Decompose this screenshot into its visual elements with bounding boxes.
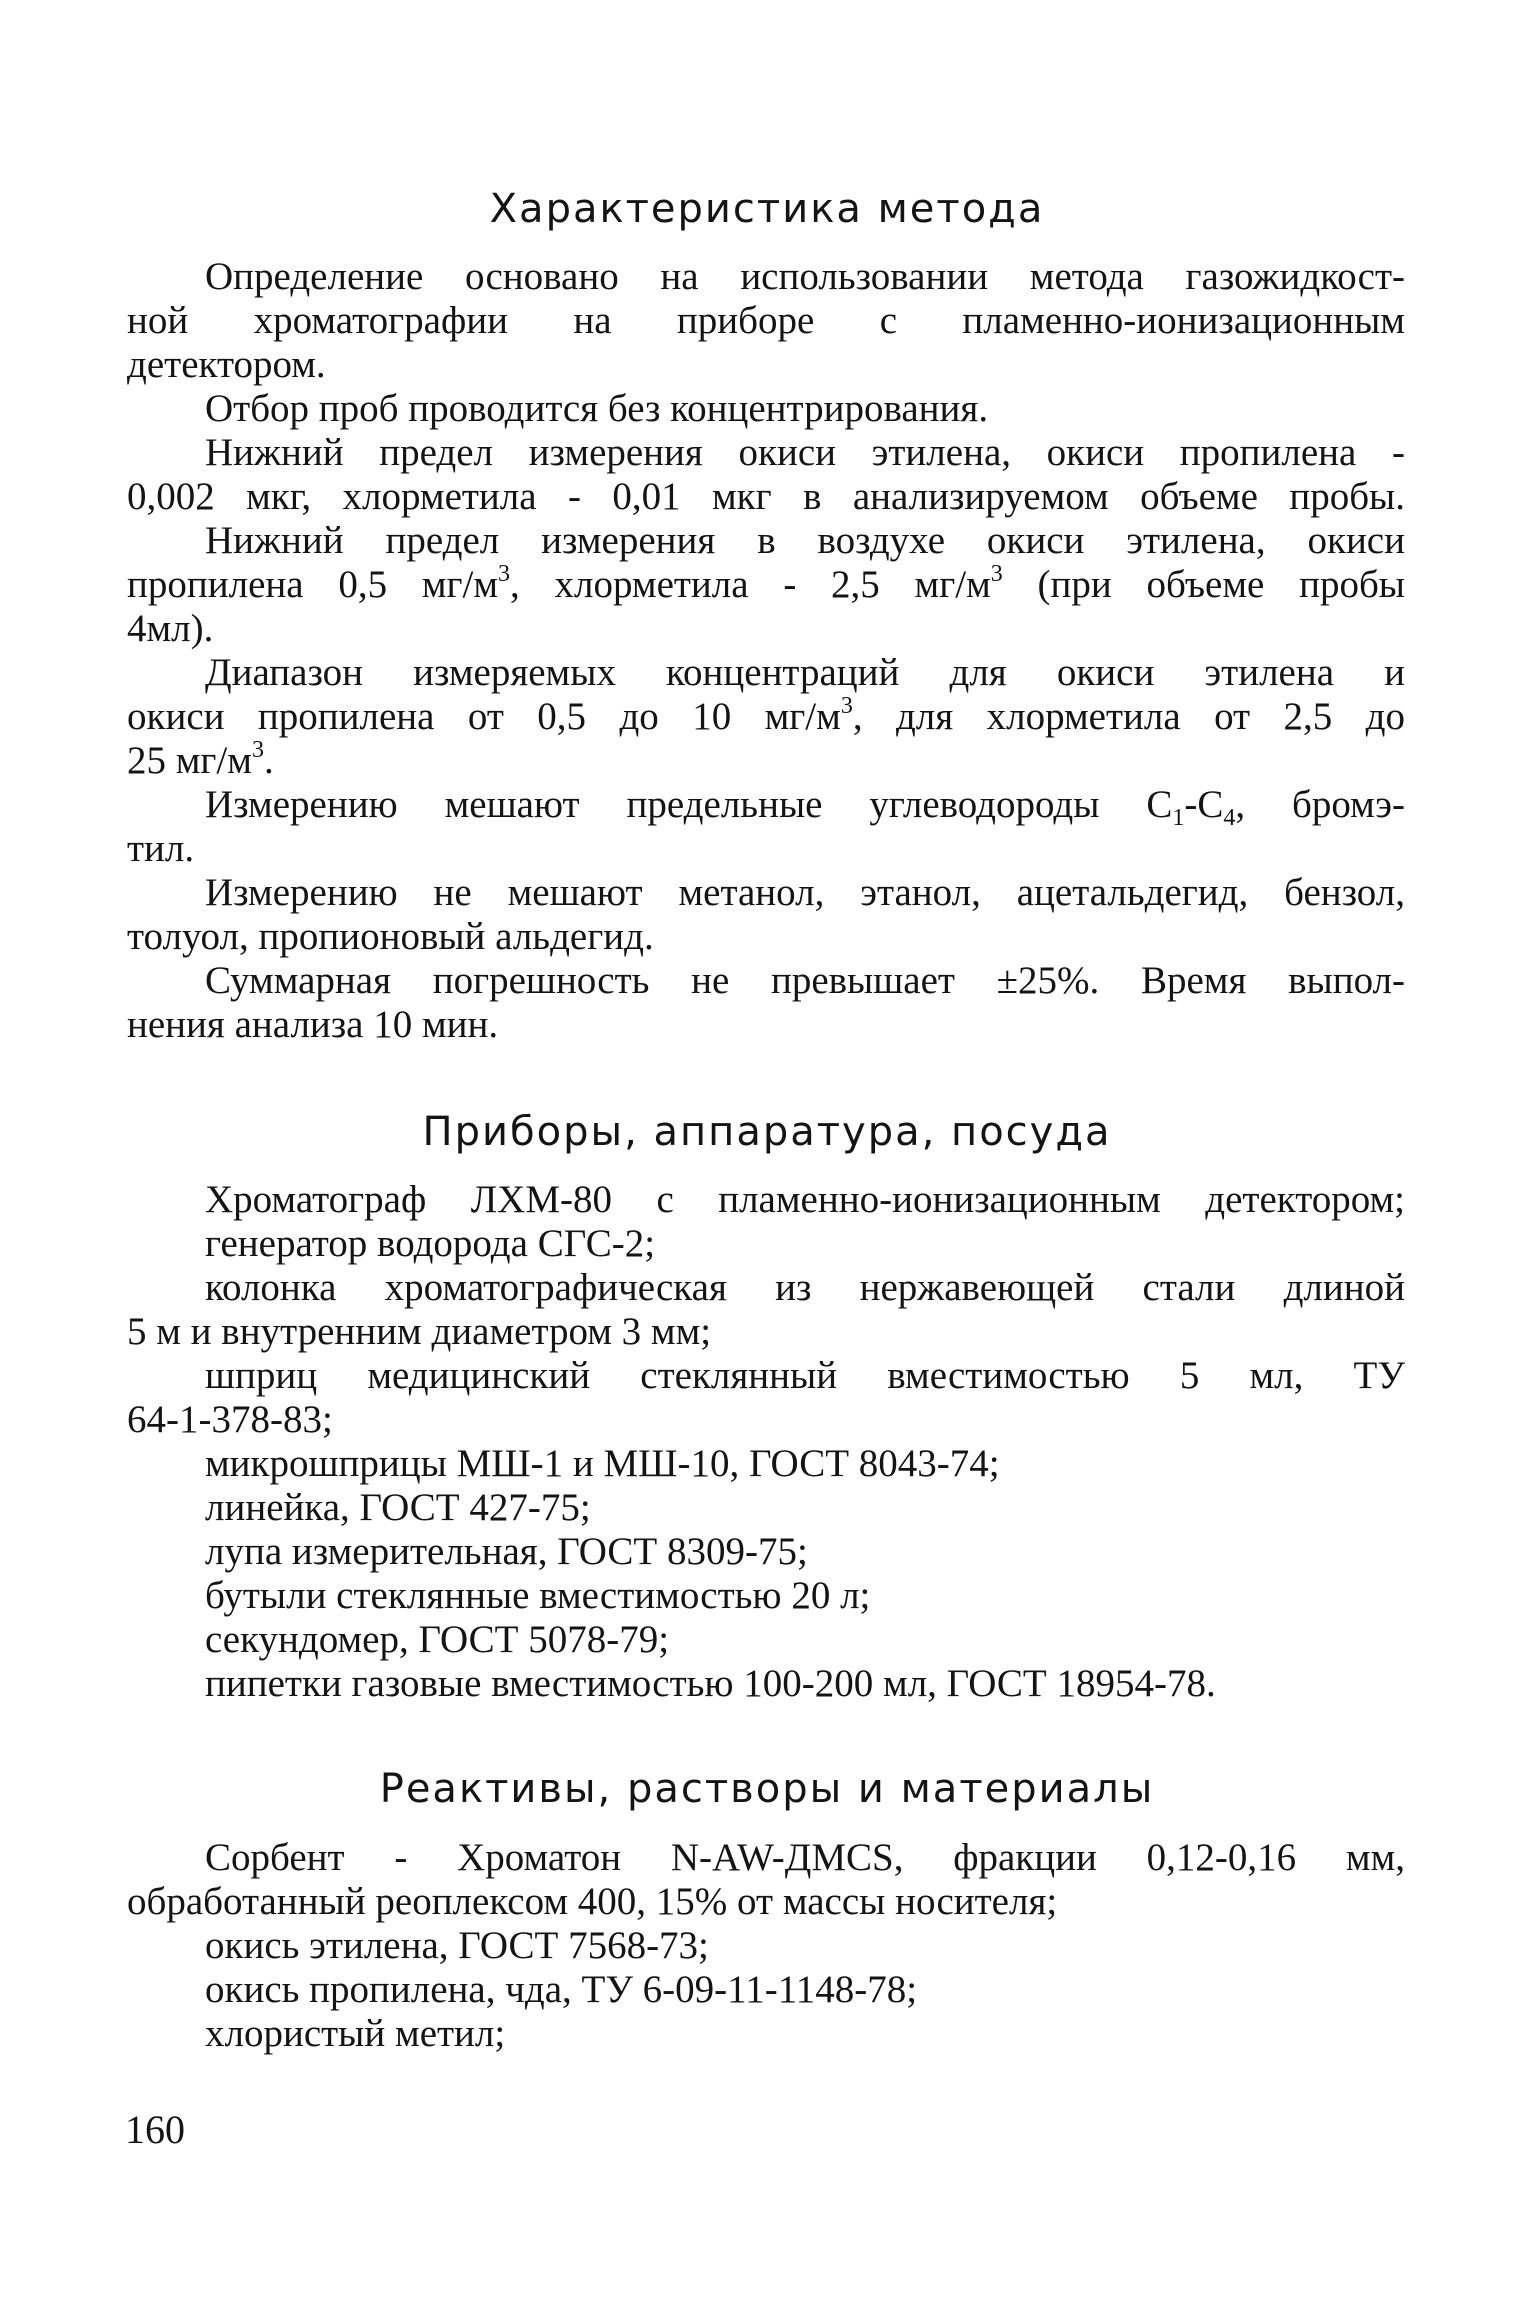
method-p7-line1: Измерению не мешают метанол, этанол, ацетальдегид, бензол, — [205, 871, 1405, 914]
cube-superscript: 3 — [251, 737, 264, 763]
method-p2-line1: Отбор проб проводится без концентрирования. — [205, 387, 989, 430]
equipment-line-4: 5 м и внутренним диаметром 3 мм; — [127, 1310, 712, 1353]
equipment-line-2: генератор водорода СГС-2; — [205, 1222, 656, 1265]
equipment-line-5: шприц медицинский стеклянный вместимостью 5 мл, ТУ — [205, 1354, 1405, 1397]
section-title-reagents: Реактивы, растворы и материалы — [379, 1766, 1155, 1812]
method-p6-line1-part-b: -С — [1184, 783, 1224, 826]
method-p4-line1: Нижний предел измерения в воздухе окиси этилена, окиси — [205, 519, 1405, 562]
method-p1-line3: детектором. — [127, 343, 326, 386]
method-p6-line1-part-c: , бромэ- — [1235, 783, 1405, 826]
reagents-line-5: хлористый метил; — [205, 2012, 506, 2055]
method-p3-line2: 0,002 мкг, хлорметила - 0,01 мкг в анализируемом объеме пробы. — [127, 475, 1405, 518]
method-p3-line1: Нижний предел измерения окиси этилена, окиси пропилена - — [205, 431, 1405, 474]
method-p1-line1: Определение основано на использовании метода газожидкост- — [205, 255, 1405, 298]
method-p1-line2: ной хроматографии на приборе с пламенно-ионизационным — [127, 299, 1405, 342]
cube-superscript: 3 — [840, 693, 853, 719]
method-p6-line1 — [205, 783, 1405, 831]
method-p4-line2-part-a: пропилена 0,5 мг/м — [127, 563, 499, 606]
method-p4-line2-part-b: , хлорметила - 2,5 мг/м — [510, 563, 991, 606]
equipment-line-11: секундомер, ГОСТ 5078-79; — [205, 1618, 670, 1661]
c1-subscript: 1 — [1172, 805, 1185, 831]
method-p5-line2-part-a: окиси пропилена от 0,5 до 10 мг/м — [127, 695, 841, 738]
reagents-line-3: окись этилена, ГОСТ 7568-73; — [205, 1924, 709, 1967]
equipment-line-9: лупа измерительная, ГОСТ 8309-75; — [205, 1530, 808, 1573]
equipment-line-1: Хроматограф ЛХМ-80 с пламенно-ионизационным детектором; — [205, 1178, 1405, 1221]
method-p8-line2: нения анализа 10 мин. — [127, 1003, 499, 1046]
reagents-line-2: обработанный реоплексом 400, 15% от массы носителя; — [127, 1880, 1058, 1923]
equipment-line-8: линейка, ГОСТ 427-75; — [205, 1486, 591, 1529]
method-p6-line1-part-a: Измерению мешают предельные углеводороды С — [205, 783, 1173, 826]
c4-subscript: 4 — [1223, 805, 1236, 831]
method-p5-line1: Диапазон измеряемых концентраций для окиси этилена и — [205, 651, 1405, 694]
method-p5-line3-part-b: . — [263, 739, 274, 782]
equipment-line-6: 64-1-378-83; — [127, 1398, 333, 1441]
page-number: 160 — [125, 2107, 185, 2152]
method-p7-line2: толуол, пропионовый альдегид. — [127, 915, 654, 958]
reagents-line-1: Сорбент - Хроматон N-AW-ДМСS, фракции 0,12-0,16 мм, — [205, 1836, 1405, 1879]
method-p8-line1: Суммарная погрешность не превышает ±25%. Время выпол- — [205, 959, 1405, 1002]
method-p4-line2-part-c: (при объеме пробы — [1002, 563, 1405, 606]
method-p6-line2: тил. — [127, 827, 195, 870]
section-title-equipment: Приборы, аппаратура, посуда — [422, 1109, 1112, 1155]
equipment-line-3: колонка хроматографическая из нержавеющей стали длиной — [205, 1266, 1405, 1309]
cube-superscript: 3 — [990, 561, 1003, 587]
method-p5-line2 — [127, 695, 1405, 739]
cube-superscript: 3 — [498, 561, 511, 587]
method-p5-line3 — [127, 739, 274, 783]
reagents-line-4: окись пропилена, чда, ТУ 6-09-11-1148-78; — [205, 1968, 918, 2011]
method-p5-line3-part-a: 25 мг/м — [127, 739, 252, 782]
equipment-line-12: пипетки газовые вместимостью 100-200 мл, ГОСТ 18954-78. — [205, 1662, 1216, 1705]
method-p4-line3: 4мл). — [127, 607, 214, 650]
equipment-line-7: микрошприцы МШ-1 и МШ-10, ГОСТ 8043-74; — [205, 1442, 1000, 1485]
section-title-method: Характеристика метода — [489, 186, 1045, 232]
equipment-line-10: бутыли стеклянные вместимостью 20 л; — [205, 1574, 871, 1617]
method-p5-line2-part-b: , для хлорметила от 2,5 до — [852, 695, 1405, 738]
method-p4-line2 — [127, 563, 1405, 607]
